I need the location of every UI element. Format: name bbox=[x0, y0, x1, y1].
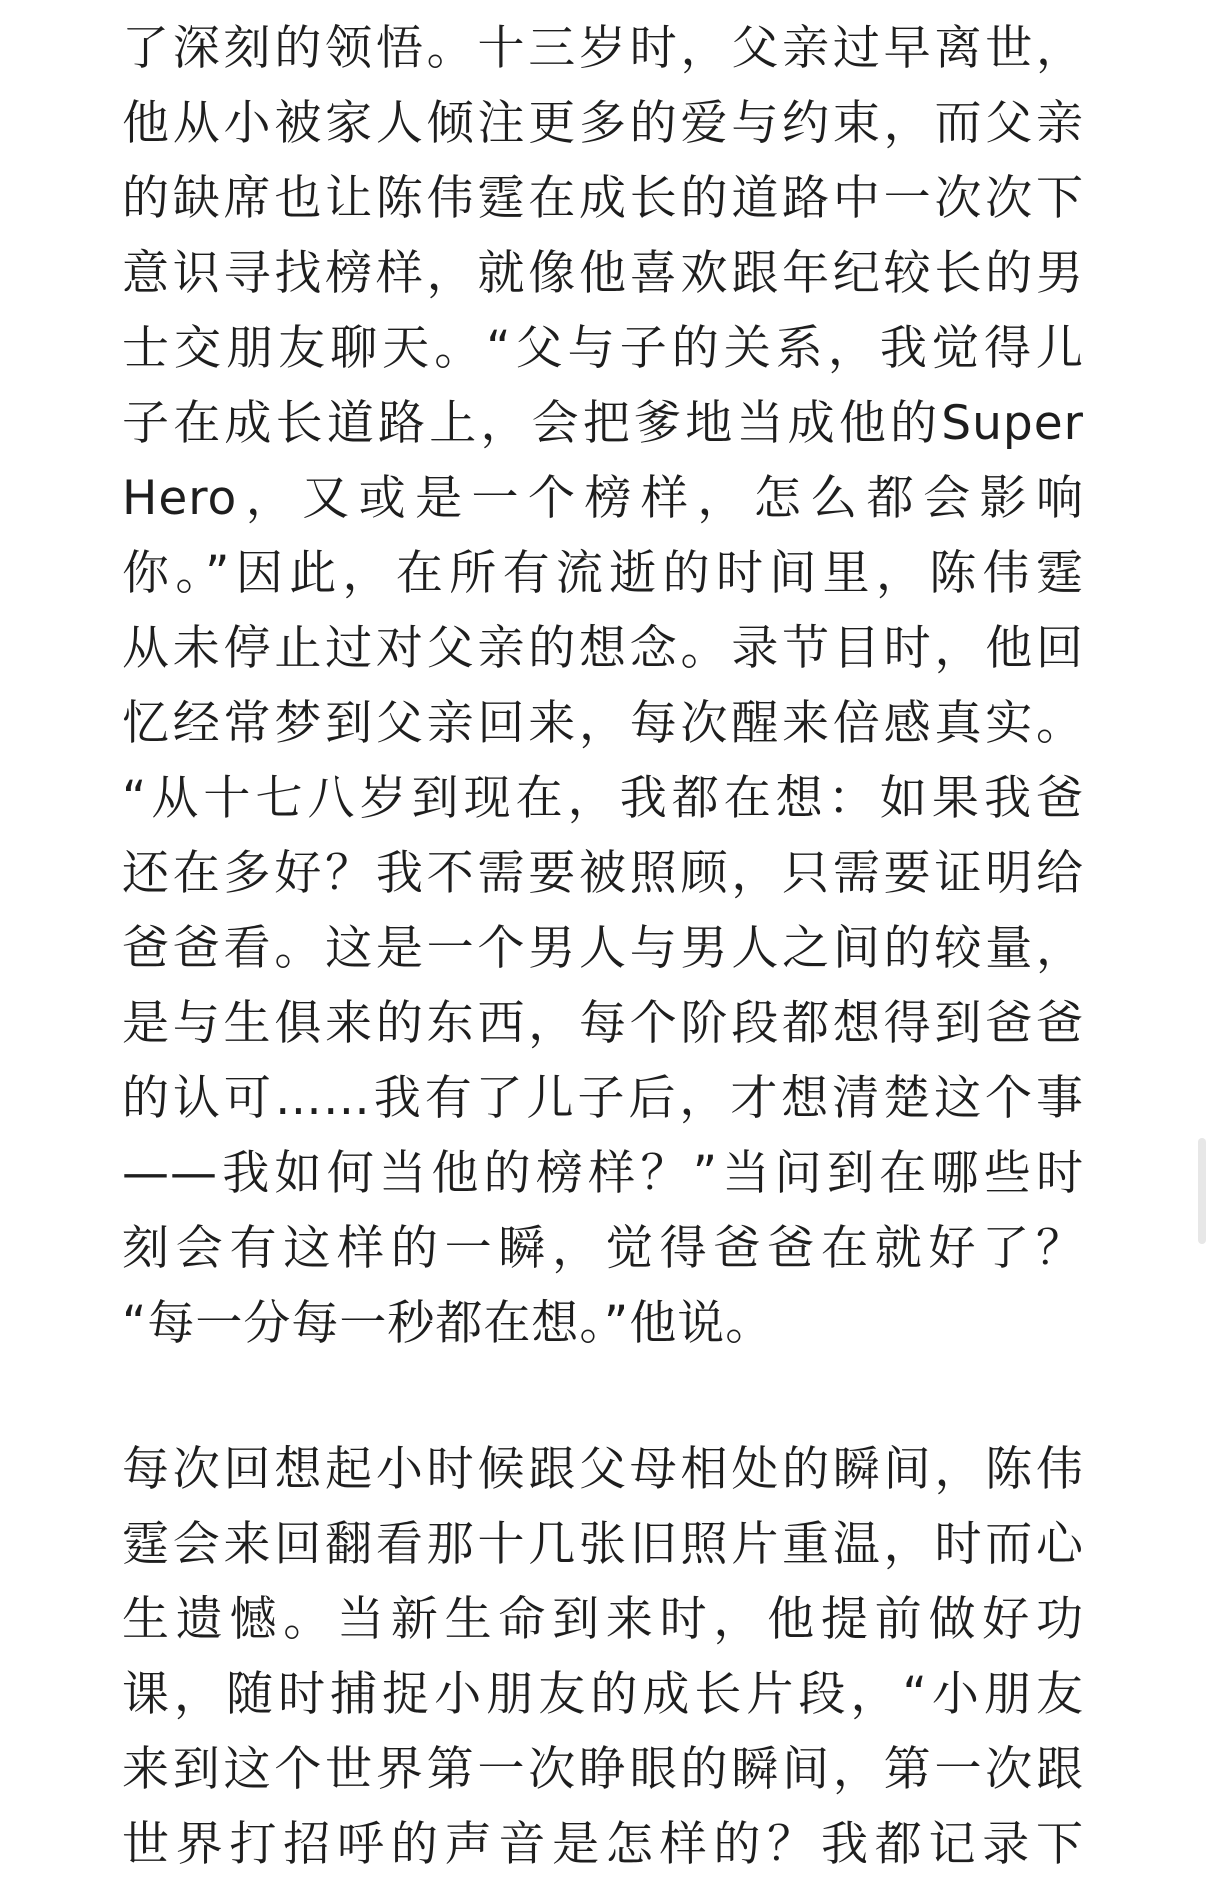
text-line: 课，随时捕捉小朋友的成长片段，“小朋友 bbox=[122, 1667, 1084, 1722]
article-paragraph bbox=[122, 11, 1084, 1361]
text-line: 爸爸看。这是一个男人与男人之间的较量， bbox=[122, 921, 1084, 976]
text-line: “每一分每一秒都在想。”他说。 bbox=[122, 1296, 774, 1351]
text-line: 他从小被家人倾注更多的爱与约束，而父亲 bbox=[122, 96, 1084, 151]
text-line: 士交朋友聊天。“父与子的关系，我觉得儿 bbox=[122, 321, 1084, 376]
text-line: 的缺席也让陈伟霆在成长的道路中一次次下 bbox=[122, 171, 1084, 226]
text-line: 刻会有这样的一瞬，觉得爸爸在就好了？ bbox=[122, 1221, 1084, 1276]
text-line: 是与生俱来的东西，每个阶段都想得到爸爸 bbox=[122, 996, 1084, 1051]
text-line: 意识寻找榜样，就像他喜欢跟年纪较长的男 bbox=[122, 246, 1084, 301]
text-line: 忆经常梦到父亲回来，每次醒来倍感真实。 bbox=[122, 696, 1084, 751]
text-line: 每次回想起小时候跟父母相处的瞬间，陈伟 bbox=[122, 1442, 1084, 1497]
article-paragraph bbox=[122, 1432, 1084, 1882]
text-line: 来到这个世界第一次睁眼的瞬间，第一次跟 bbox=[122, 1742, 1084, 1797]
text-line: ——我如何当他的榜样？”当问到在哪些时 bbox=[122, 1146, 1084, 1201]
text-line: 世界打招呼的声音是怎样的？我都记录下 bbox=[122, 1817, 1084, 1872]
text-line: 生遗憾。当新生命到来时，他提前做好功 bbox=[122, 1592, 1084, 1647]
scroll-indicator[interactable] bbox=[1198, 1138, 1206, 1244]
text-line: 了深刻的领悟。十三岁时，父亲过早离世， bbox=[122, 21, 1084, 76]
text-line: 你。”因此，在所有流逝的时间里，陈伟霆 bbox=[122, 546, 1084, 601]
text-line: “从十七八岁到现在，我都在想：如果我爸 bbox=[122, 771, 1084, 826]
text-line: 的认可……我有了儿子后，才想清楚这个事 bbox=[122, 1071, 1084, 1126]
text-line: Hero，又或是一个榜样，怎么都会影响 bbox=[122, 471, 1084, 526]
text-line: 从未停止过对父亲的想念。录节目时，他回 bbox=[122, 621, 1084, 676]
text-line: 霆会来回翻看那十几张旧照片重温，时而心 bbox=[122, 1517, 1084, 1572]
text-line: 子在成长道路上，会把爹地当成他的Super bbox=[122, 396, 1084, 451]
text-line: 还在多好？我不需要被照顾，只需要证明给 bbox=[122, 846, 1084, 901]
